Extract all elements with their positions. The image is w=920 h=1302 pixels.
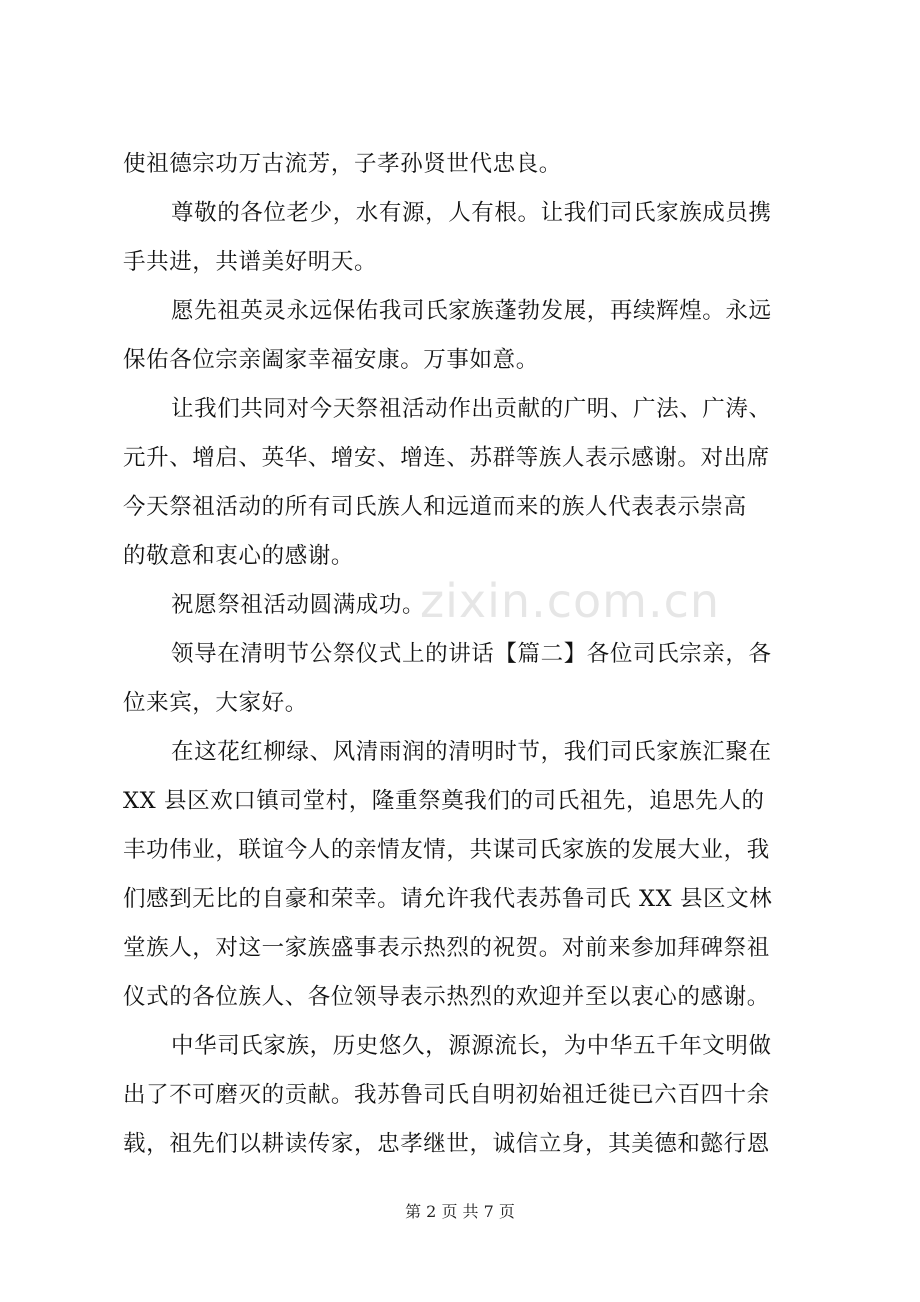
text-line: 让我们共同对今天祭祖活动作出贡献的广明、广法、广涛、 (171, 396, 772, 422)
document-body (123, 140, 823, 1169)
text-line: XX 县区欢口镇司堂村，隆重祭奠我们的司氏祖先，追思先人的 (123, 788, 765, 814)
text-line: 保佑各位宗亲阖家幸福安康。万事如意。 (123, 347, 539, 373)
text-line: 们感到无比的自豪和荣幸。请允许我代表苏鲁司氏 XX 县区文林 (123, 886, 773, 912)
text-line: 堂族人，对这一家族盛事表示热烈的祝贺。对前来参加拜碑祭祖 (123, 935, 770, 961)
text-line: 祝愿祭祖活动圆满成功。 (171, 592, 426, 618)
text-line: 元升、增启、英华、增安、增连、苏群等族人表示感谢。对出席 (123, 445, 770, 471)
text-line: 中华司氏家族，历史悠久，源源流长，为中华五千年文明做 (171, 1033, 772, 1059)
page-footer: 第 2 页 共 7 页 (405, 1202, 515, 1221)
text-line: 愿先祖英灵永远保佑我司氏家族蓬勃发展，再续辉煌。永远 (171, 298, 772, 324)
text-line: 领导在清明节公祭仪式上的讲话【篇二】各位司氏宗亲，各 (171, 641, 772, 667)
watermark: zixin.com.cn (420, 574, 721, 628)
text-line: 出了不可磨灭的贡献。我苏鲁司氏自明初始祖迁徙已六百四十余 (123, 1082, 770, 1108)
text-line: 尊敬的各位老少，水有源，人有根。让我们司氏家族成员携 (171, 200, 772, 226)
text-line: 使祖德宗功万古流芳，子孝孙贤世代忠良。 (123, 151, 562, 177)
text-line: 丰功伟业，联谊今人的亲情友情，共谋司氏家族的发展大业，我 (123, 837, 770, 863)
text-line: 仪式的各位族人、各位领导表示热烈的欢迎并至以衷心的感谢。 (123, 984, 770, 1010)
text-line: 位来宾，大家好。 (123, 690, 308, 716)
text-line: 载，祖先们以耕读传家，忠孝继世，诚信立身，其美德和懿行恩 (123, 1131, 770, 1157)
text-line: 的敬意和衷心的感谢。 (123, 543, 355, 569)
text-line: 今天祭祖活动的所有司氏族人和远道而来的族人代表表示崇高 (123, 494, 747, 520)
text-line: 在这花红柳绿、风清雨润的清明时节，我们司氏家族汇聚在 (171, 739, 772, 765)
text-line: 手共进，共谱美好明天。 (123, 249, 378, 275)
